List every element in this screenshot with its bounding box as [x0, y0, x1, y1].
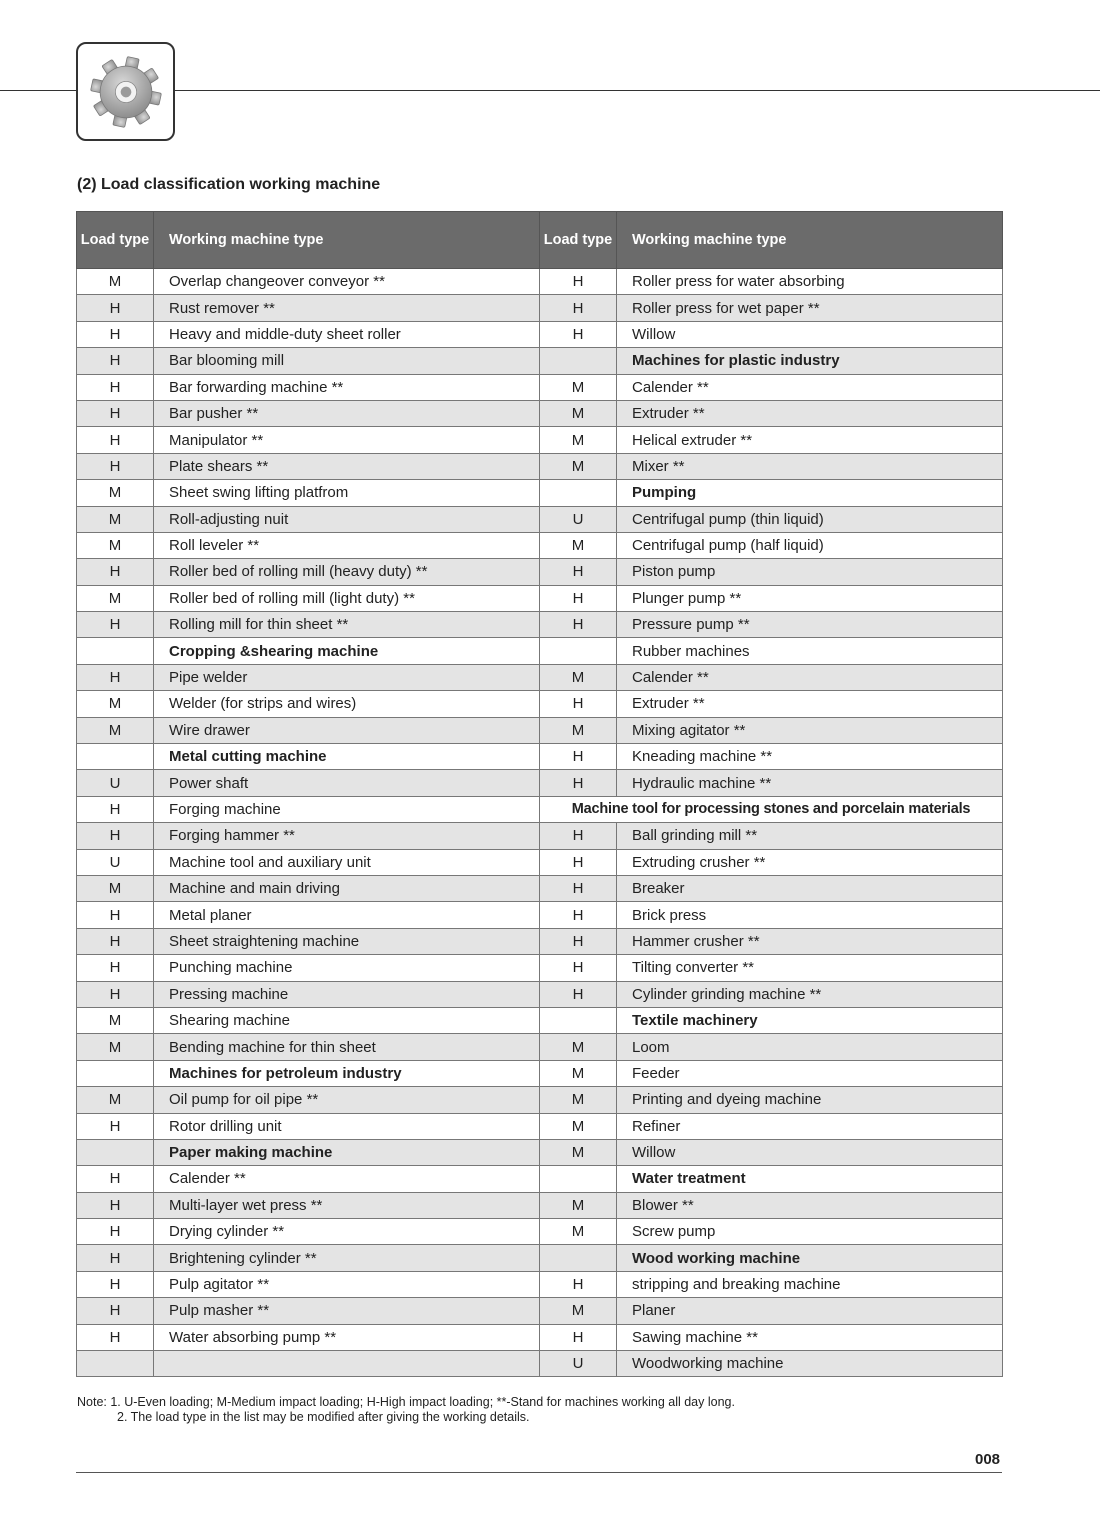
left-machine-name: Rolling mill for thin sheet ** — [154, 612, 540, 638]
right-load-type: H — [540, 1271, 617, 1297]
right-machine-name: Pressure pump ** — [617, 612, 1003, 638]
left-load-type: H — [77, 1166, 154, 1192]
right-load-type: H — [540, 849, 617, 875]
right-category-heading: Machine tool for processing stones and porcelain materials — [540, 796, 1003, 822]
left-load-type: H — [77, 295, 154, 321]
right-load-type: H — [540, 295, 617, 321]
left-load-type: H — [77, 1219, 154, 1245]
left-category-heading: Paper making machine — [154, 1139, 540, 1165]
table-row — [77, 295, 1003, 321]
left-machine-name: Manipulator ** — [154, 427, 540, 453]
table-row — [77, 902, 1003, 928]
right-machine-name: Planer — [617, 1298, 1003, 1324]
right-machine-name: Willow — [617, 1139, 1003, 1165]
left-category-heading: Metal cutting machine — [154, 744, 540, 770]
table-row — [77, 928, 1003, 954]
table-row — [77, 321, 1003, 347]
left-load-type — [77, 1139, 154, 1165]
left-load-type: H — [77, 427, 154, 453]
left-load-type: H — [77, 374, 154, 400]
right-machine-name: Sawing machine ** — [617, 1324, 1003, 1350]
left-machine-name: Overlap changeover conveyor ** — [154, 269, 540, 295]
left-load-type: H — [77, 664, 154, 690]
right-machine-name: Roller press for wet paper ** — [617, 295, 1003, 321]
left-machine-name: Calender ** — [154, 1166, 540, 1192]
table-row — [77, 374, 1003, 400]
left-machine-name: Pressing machine — [154, 981, 540, 1007]
left-machine-name: Rust remover ** — [154, 295, 540, 321]
right-machine-name: Extruder ** — [617, 691, 1003, 717]
left-machine-name: Pulp agitator ** — [154, 1271, 540, 1297]
left-load-type: M — [77, 480, 154, 506]
right-machine-name: Hammer crusher ** — [617, 928, 1003, 954]
right-load-type: H — [540, 875, 617, 901]
left-load-type: M — [77, 532, 154, 558]
table-row — [77, 744, 1003, 770]
left-load-type — [77, 1060, 154, 1086]
left-load-type: M — [77, 1007, 154, 1033]
right-machine-name: Loom — [617, 1034, 1003, 1060]
load-classification-table — [76, 211, 1003, 1377]
right-load-type: H — [540, 585, 617, 611]
table-row — [77, 1166, 1003, 1192]
left-machine-name: Bending machine for thin sheet — [154, 1034, 540, 1060]
left-load-type: H — [77, 348, 154, 374]
table-row — [77, 1324, 1003, 1350]
left-load-type: U — [77, 770, 154, 796]
left-load-type — [77, 744, 154, 770]
right-load-type — [540, 638, 617, 664]
right-load-type — [540, 1245, 617, 1271]
right-machine-name: Extruder ** — [617, 400, 1003, 426]
right-machine-name: Brick press — [617, 902, 1003, 928]
right-load-type: H — [540, 559, 617, 585]
left-load-type: H — [77, 559, 154, 585]
right-load-type: H — [540, 823, 617, 849]
gear-icon — [88, 54, 164, 130]
table-row — [77, 1007, 1003, 1033]
left-load-type: H — [77, 796, 154, 822]
right-category-heading: Wood working machine — [617, 1245, 1003, 1271]
left-machine-name: Oil pump for oil pipe ** — [154, 1087, 540, 1113]
left-machine-name: Sheet swing lifting platfrom — [154, 480, 540, 506]
header-load-type-left: Load type — [77, 212, 154, 269]
left-machine-name: Sheet straightening machine — [154, 928, 540, 954]
left-load-type: H — [77, 1324, 154, 1350]
left-load-type: H — [77, 1245, 154, 1271]
right-load-type: H — [540, 770, 617, 796]
left-machine-name — [154, 1351, 540, 1377]
left-machine-name: Roll leveler ** — [154, 532, 540, 558]
left-machine-name: Multi-layer wet press ** — [154, 1192, 540, 1218]
table-row — [77, 532, 1003, 558]
left-machine-name: Machine and main driving — [154, 875, 540, 901]
right-load-type — [540, 480, 617, 506]
table-row — [77, 1113, 1003, 1139]
left-machine-name: Water absorbing pump ** — [154, 1324, 540, 1350]
left-machine-name: Welder (for strips and wires) — [154, 691, 540, 717]
table-row — [77, 480, 1003, 506]
table-row — [77, 1271, 1003, 1297]
header-rule-right — [173, 90, 1100, 91]
right-machine-name: Calender ** — [617, 664, 1003, 690]
left-category-heading: Machines for petroleum industry — [154, 1060, 540, 1086]
left-machine-name: Rotor drilling unit — [154, 1113, 540, 1139]
right-load-type: M — [540, 1139, 617, 1165]
left-load-type: H — [77, 823, 154, 849]
left-load-type: M — [77, 269, 154, 295]
table-row — [77, 1351, 1003, 1377]
table-row — [77, 981, 1003, 1007]
right-load-type: M — [540, 1113, 617, 1139]
note-line-1: Note: 1. U-Even loading; M-Medium impact loading; H-High impact loading; **-Stand for machines working all day long. — [77, 1395, 735, 1409]
left-machine-name: Roller bed of rolling mill (light duty) ** — [154, 585, 540, 611]
left-machine-name: Heavy and middle-duty sheet roller — [154, 321, 540, 347]
left-machine-name: Roller bed of rolling mill (heavy duty) ** — [154, 559, 540, 585]
table-row — [77, 612, 1003, 638]
table-body — [77, 269, 1003, 1377]
right-load-type: H — [540, 744, 617, 770]
left-load-type: H — [77, 928, 154, 954]
right-category-heading: Machines for plastic industry — [617, 348, 1003, 374]
right-machine-name: Centrifugal pump (half liquid) — [617, 532, 1003, 558]
table-row — [77, 506, 1003, 532]
table-row — [77, 796, 1003, 822]
left-machine-name: Bar forwarding machine ** — [154, 374, 540, 400]
table-row — [77, 1060, 1003, 1086]
right-load-type: H — [540, 691, 617, 717]
table-row — [77, 585, 1003, 611]
table-row — [77, 269, 1003, 295]
right-machine-name: Breaker — [617, 875, 1003, 901]
right-load-type: M — [540, 400, 617, 426]
left-load-type: H — [77, 902, 154, 928]
right-load-type — [540, 348, 617, 374]
right-load-type: H — [540, 269, 617, 295]
left-load-type: H — [77, 1192, 154, 1218]
table-row — [77, 770, 1003, 796]
left-load-type — [77, 1351, 154, 1377]
right-category-heading: Pumping — [617, 480, 1003, 506]
left-load-type: H — [77, 981, 154, 1007]
right-load-type: M — [540, 1219, 617, 1245]
left-load-type: H — [77, 955, 154, 981]
right-load-type: H — [540, 612, 617, 638]
right-load-type: M — [540, 664, 617, 690]
table-row — [77, 1034, 1003, 1060]
left-load-type: M — [77, 506, 154, 532]
right-load-type: M — [540, 427, 617, 453]
table-row — [77, 823, 1003, 849]
left-load-type: H — [77, 1113, 154, 1139]
table-row — [77, 664, 1003, 690]
right-load-type: M — [540, 453, 617, 479]
right-machine-name: Extruding crusher ** — [617, 849, 1003, 875]
header-machine-type-right: Working machine type — [617, 212, 1003, 269]
table-row — [77, 1139, 1003, 1165]
left-load-type: M — [77, 691, 154, 717]
right-machine-name: Ball grinding mill ** — [617, 823, 1003, 849]
right-load-type: M — [540, 1060, 617, 1086]
right-machine-name: Blower ** — [617, 1192, 1003, 1218]
table-row — [77, 955, 1003, 981]
table-row — [77, 559, 1003, 585]
gear-logo-box — [76, 42, 175, 141]
left-load-type: M — [77, 585, 154, 611]
left-category-heading: Cropping &shearing machine — [154, 638, 540, 664]
table-row — [77, 638, 1003, 664]
right-machine-name: stripping and breaking machine — [617, 1271, 1003, 1297]
left-load-type — [77, 638, 154, 664]
right-load-type: M — [540, 532, 617, 558]
right-load-type: M — [540, 1034, 617, 1060]
right-load-type — [540, 1007, 617, 1033]
left-machine-name: Forging machine — [154, 796, 540, 822]
right-load-type: H — [540, 1324, 617, 1350]
table-row — [77, 348, 1003, 374]
right-load-type: U — [540, 1351, 617, 1377]
left-machine-name: Power shaft — [154, 770, 540, 796]
page-number: 008 — [975, 1451, 1001, 1468]
right-machine-name: Plunger pump ** — [617, 585, 1003, 611]
table-header-row — [77, 212, 1003, 269]
table-row — [77, 1298, 1003, 1324]
table-row — [77, 717, 1003, 743]
left-machine-name: Metal planer — [154, 902, 540, 928]
right-machine-name: Woodworking machine — [617, 1351, 1003, 1377]
right-machine-name: Feeder — [617, 1060, 1003, 1086]
left-load-type: U — [77, 849, 154, 875]
right-load-type: M — [540, 1298, 617, 1324]
left-machine-name: Pipe welder — [154, 664, 540, 690]
table-row — [77, 1219, 1003, 1245]
right-machine-name: Mixer ** — [617, 453, 1003, 479]
right-machine-name: Printing and dyeing machine — [617, 1087, 1003, 1113]
left-machine-name: Bar blooming mill — [154, 348, 540, 374]
right-machine-name: Willow — [617, 321, 1003, 347]
right-machine-name: Hydraulic machine ** — [617, 770, 1003, 796]
right-load-type: M — [540, 1087, 617, 1113]
right-machine-name: Piston pump — [617, 559, 1003, 585]
table-row — [77, 400, 1003, 426]
right-load-type: H — [540, 928, 617, 954]
left-load-type: H — [77, 453, 154, 479]
left-load-type: H — [77, 612, 154, 638]
left-load-type: M — [77, 875, 154, 901]
right-machine-name: Rubber machines — [617, 638, 1003, 664]
notes — [77, 1395, 735, 1425]
section-title: (2) Load classification working machine — [77, 176, 381, 193]
right-load-type: H — [540, 321, 617, 347]
left-load-type: M — [77, 717, 154, 743]
table-row — [77, 691, 1003, 717]
left-machine-name: Pulp masher ** — [154, 1298, 540, 1324]
left-load-type: H — [77, 1298, 154, 1324]
left-machine-name: Machine tool and auxiliary unit — [154, 849, 540, 875]
header-load-type-right: Load type — [540, 212, 617, 269]
right-load-type: H — [540, 955, 617, 981]
right-machine-name: Cylinder grinding machine ** — [617, 981, 1003, 1007]
right-load-type: H — [540, 902, 617, 928]
note-line-2: 2. The load type in the list may be modified after giving the working details. — [117, 1410, 530, 1424]
table-row — [77, 1245, 1003, 1271]
table-row — [77, 1087, 1003, 1113]
left-load-type: H — [77, 1271, 154, 1297]
right-load-type: M — [540, 717, 617, 743]
header-machine-type-left: Working machine type — [154, 212, 540, 269]
right-category-heading: Textile machinery — [617, 1007, 1003, 1033]
right-load-type: M — [540, 374, 617, 400]
table-row — [77, 453, 1003, 479]
right-machine-name: Roller press for water absorbing — [617, 269, 1003, 295]
table-row — [77, 1192, 1003, 1218]
left-machine-name: Bar pusher ** — [154, 400, 540, 426]
right-machine-name: Centrifugal pump (thin liquid) — [617, 506, 1003, 532]
right-load-type — [540, 1166, 617, 1192]
left-machine-name: Wire drawer — [154, 717, 540, 743]
footer-rule — [76, 1472, 1002, 1473]
table-row — [77, 875, 1003, 901]
left-machine-name: Drying cylinder ** — [154, 1219, 540, 1245]
right-machine-name: Tilting converter ** — [617, 955, 1003, 981]
left-machine-name: Roll-adjusting nuit — [154, 506, 540, 532]
left-load-type: H — [77, 321, 154, 347]
right-category-heading: Water treatment — [617, 1166, 1003, 1192]
left-load-type: H — [77, 400, 154, 426]
header-rule-left — [0, 90, 76, 91]
right-load-type: U — [540, 506, 617, 532]
right-machine-name: Kneading machine ** — [617, 744, 1003, 770]
left-machine-name: Punching machine — [154, 955, 540, 981]
table-row — [77, 849, 1003, 875]
right-machine-name: Screw pump — [617, 1219, 1003, 1245]
left-load-type: M — [77, 1034, 154, 1060]
right-machine-name: Mixing agitator ** — [617, 717, 1003, 743]
left-load-type: M — [77, 1087, 154, 1113]
left-machine-name: Forging hammer ** — [154, 823, 540, 849]
left-machine-name: Brightening cylinder ** — [154, 1245, 540, 1271]
right-machine-name: Refiner — [617, 1113, 1003, 1139]
left-machine-name: Plate shears ** — [154, 453, 540, 479]
right-machine-name: Calender ** — [617, 374, 1003, 400]
right-load-type: M — [540, 1192, 617, 1218]
right-load-type: H — [540, 981, 617, 1007]
left-machine-name: Shearing machine — [154, 1007, 540, 1033]
table-row — [77, 427, 1003, 453]
right-machine-name: Helical extruder ** — [617, 427, 1003, 453]
